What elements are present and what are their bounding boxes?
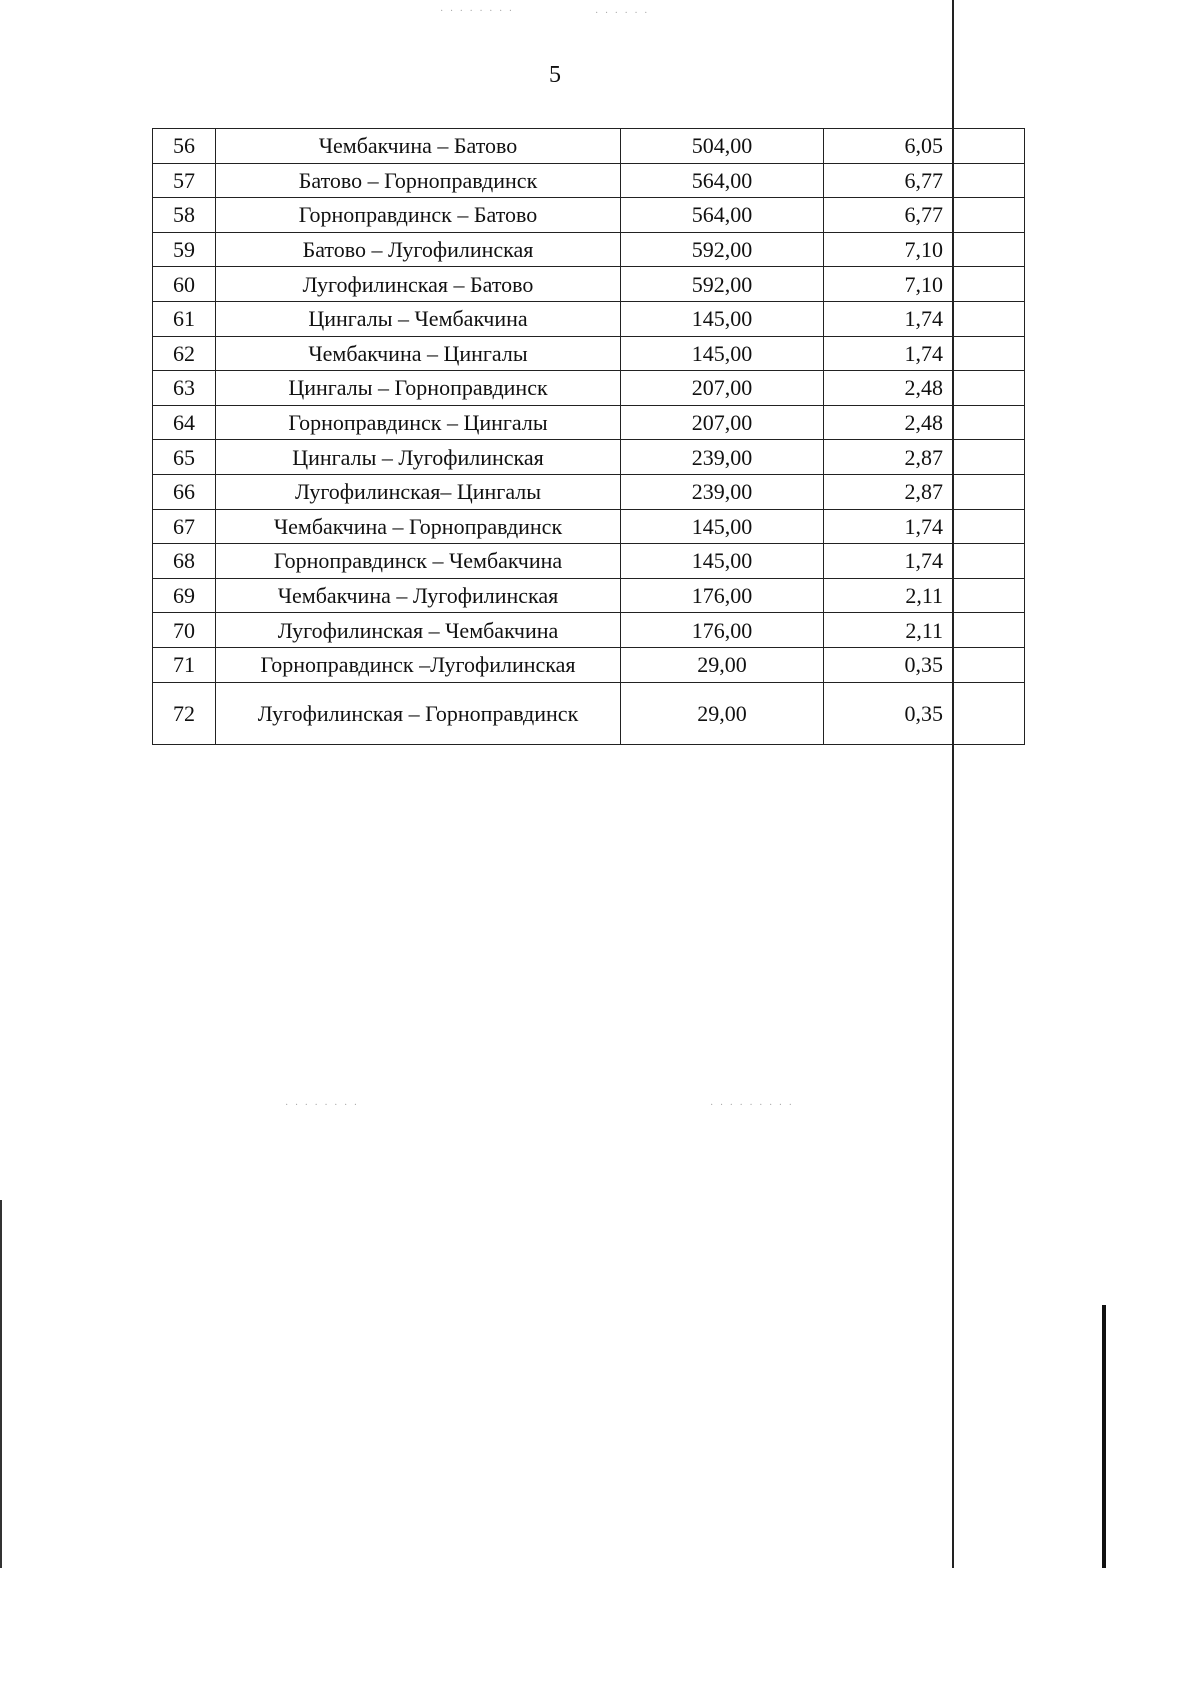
route-name: Горноправдинск – Чембакчина [216,544,621,579]
row-number: 59 [153,232,216,267]
distance-value: 176,00 [621,578,824,613]
route-name: Горноправдинск – Цингалы [216,405,621,440]
price-value: 1,74 [824,509,954,544]
price-value: 6,77 [824,163,954,198]
table-row [153,129,1025,164]
table-row [153,544,1025,579]
route-name: Горноправдинск – Батово [216,198,621,233]
row-number: 71 [153,647,216,682]
table-row [153,440,1025,475]
route-name: Лугофилинская – Горноправдинск [216,682,621,744]
scan-noise: · · · · · · [595,8,650,19]
route-name: Батово – Горноправдинск [216,163,621,198]
route-name: Лугофилинская – Чембакчина [216,613,621,648]
route-name: Лугофилинская– Цингалы [216,474,621,509]
table-row [153,163,1025,198]
price-value: 7,10 [824,267,954,302]
row-number: 65 [153,440,216,475]
table-row [153,267,1025,302]
route-name: Чембакчина – Горноправдинск [216,509,621,544]
row-number: 70 [153,613,216,648]
table-row [153,474,1025,509]
route-name: Лугофилинская – Батово [216,267,621,302]
empty-cell [954,129,1025,164]
route-name: Батово – Лугофилинская [216,232,621,267]
distance-value: 564,00 [621,163,824,198]
row-number: 61 [153,301,216,336]
tariff-table-body [153,129,1025,745]
price-value: 1,74 [824,301,954,336]
distance-value: 145,00 [621,544,824,579]
tariff-table [152,128,1025,745]
route-name: Чембакчина – Цингалы [216,336,621,371]
distance-value: 239,00 [621,440,824,475]
empty-cell [954,336,1025,371]
empty-cell [954,474,1025,509]
route-name: Горноправдинск –Лугофилинская [216,647,621,682]
distance-value: 29,00 [621,647,824,682]
table-row [153,405,1025,440]
price-value: 2,11 [824,613,954,648]
empty-cell [954,682,1025,744]
price-value: 0,35 [824,647,954,682]
distance-value: 145,00 [621,336,824,371]
empty-cell [954,613,1025,648]
route-name: Цингалы – Чембакчина [216,301,621,336]
price-value: 6,05 [824,129,954,164]
empty-cell [954,371,1025,406]
row-number: 63 [153,371,216,406]
distance-value: 207,00 [621,371,824,406]
price-value: 2,87 [824,440,954,475]
empty-cell [954,267,1025,302]
price-value: 6,77 [824,198,954,233]
distance-value: 207,00 [621,405,824,440]
row-number: 67 [153,509,216,544]
empty-cell [954,647,1025,682]
table-row [153,336,1025,371]
route-name: Чембакчина – Батово [216,129,621,164]
table-row [153,198,1025,233]
empty-cell [954,440,1025,475]
route-name: Цингалы – Горноправдинск [216,371,621,406]
table-row [153,613,1025,648]
row-number: 68 [153,544,216,579]
empty-cell [954,301,1025,336]
scan-edge-line-bottom-left [0,1200,2,1568]
table-row [153,682,1025,744]
price-value: 2,87 [824,474,954,509]
row-number: 58 [153,198,216,233]
table-row [153,647,1025,682]
row-number: 62 [153,336,216,371]
scan-noise: · · · · · · · · [285,1100,360,1111]
price-value: 2,11 [824,578,954,613]
empty-cell [954,578,1025,613]
empty-cell [954,509,1025,544]
scan-noise: · · · · · · · · [440,6,515,17]
scan-noise: · · · · · · · · · [710,1100,794,1111]
route-name: Чембакчина – Лугофилинская [216,578,621,613]
distance-value: 592,00 [621,267,824,302]
row-number: 64 [153,405,216,440]
price-value: 2,48 [824,405,954,440]
row-number: 66 [153,474,216,509]
row-number: 69 [153,578,216,613]
price-value: 1,74 [824,336,954,371]
row-number: 60 [153,267,216,302]
price-value: 7,10 [824,232,954,267]
table-row [153,232,1025,267]
price-value: 1,74 [824,544,954,579]
price-value: 0,35 [824,682,954,744]
table-row [153,578,1025,613]
table-row [153,509,1025,544]
distance-value: 592,00 [621,232,824,267]
empty-cell [954,232,1025,267]
table-row [153,371,1025,406]
empty-cell [954,405,1025,440]
distance-value: 29,00 [621,682,824,744]
distance-value: 145,00 [621,301,824,336]
row-number: 57 [153,163,216,198]
empty-cell [954,198,1025,233]
distance-value: 504,00 [621,129,824,164]
row-number: 72 [153,682,216,744]
scan-edge-line-bottom-right [1102,1305,1106,1568]
route-name: Цингалы – Лугофилинская [216,440,621,475]
price-value: 2,48 [824,371,954,406]
distance-value: 239,00 [621,474,824,509]
empty-cell [954,163,1025,198]
table-row [153,301,1025,336]
distance-value: 564,00 [621,198,824,233]
empty-cell [954,544,1025,579]
distance-value: 176,00 [621,613,824,648]
row-number: 56 [153,129,216,164]
distance-value: 145,00 [621,509,824,544]
page-number: 5 [549,62,561,88]
